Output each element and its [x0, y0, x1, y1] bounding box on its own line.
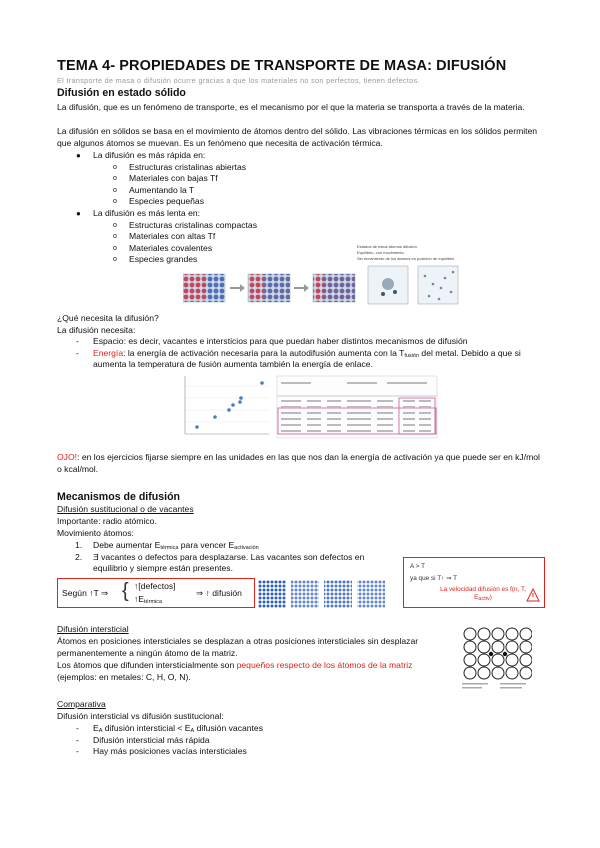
- box-line-1: A > T: [410, 563, 425, 570]
- list-item: Estructuras cristalinas compactas: [129, 219, 257, 230]
- interstitial-paragraph: Átomos en posiciones intersticiales se desplazan a otras posiciones intersticiales sin desplazar permanentemente a ningún átomo de la matriz.: [57, 636, 419, 658]
- movement-steps: 1. Debe aumentar $E_{térmica}$ para vencer $E_{activación}$ 2. Ǝ vacantes o defectos para desplazarse. Las vacantes son defectos en equilibrio y siempre están presentes.: [75, 540, 365, 574]
- need-space: Espacio: es decir, vacantes e intersticios para que puedan haber distintos mecanismos de difusión: [93, 336, 468, 346]
- lattice-step-2: [248, 274, 290, 302]
- need-energy-word: Energía: [93, 347, 124, 358]
- arrow-head-icon: [240, 284, 245, 292]
- small-atoms-highlight: pequeños respecto de los átomos de la matriz: [236, 660, 413, 670]
- page-subtitle: El transporte de masa o difusión ocurre gracias a que los materiales no son perfectos, tienen defectos.: [57, 76, 420, 85]
- list-item: Materiales con altas Tf: [129, 231, 216, 242]
- section-heading-solid-diffusion: Difusión en estado sólido: [57, 87, 186, 99]
- bullet-list-fast: ● La difusión es más rápida en: o Estructuras cristalinas abiertas o Materiales con bajas Tf o Aumentando la T o Especies pequeñas ● La difusión es más lenta en: o Estructuras cristalinas compactas o Materiales con altas Tf o Materiales covalentes o Especies grandes: [76, 150, 257, 265]
- arrow-head-icon: [304, 284, 309, 292]
- needs-list: - Espacio: es decir, vacantes e intersticios para que puedan haber distintos mecanismos de difusión - Energía: la energía de activación necesaria para la autodifusión aumenta con la $T_{fusión}$ del metal. Debido a que si aumenta la temperatura de fusión aumenta también la energía de enlace.: [76, 336, 521, 370]
- lattice-panel: [357, 580, 385, 608]
- box-red-text: La velocidad difusión es f(n, T, $E_{activ}$): [440, 586, 526, 602]
- formula-left: Según ↑T ⇒: [62, 588, 109, 598]
- comparison-intro: Difusión intersticial vs difusión sustitucional:: [57, 711, 224, 721]
- lattice-panel: [291, 580, 319, 608]
- needs-label: La difusión necesita:: [57, 325, 136, 335]
- lattice-panel: [258, 580, 286, 608]
- subheading-substitutional: Difusión sustitucional o de vacantes: [57, 504, 194, 514]
- section-heading-mechanisms: Mecanismos de difusión: [57, 491, 181, 503]
- comparison-list: - $E_A$ difusión intersticial < $E_A$ difusión vacantes - Difusión intersticial más rápida - Hay más posiciones vacías intersticiales: [76, 723, 264, 757]
- activation-note-box: [403, 557, 545, 608]
- list-item: Materiales con bajas Tf: [129, 173, 218, 184]
- list-item: Aumentando la T: [129, 184, 195, 195]
- beaker-diagram: [368, 266, 458, 304]
- fast-label: La difusión es más rápida en:: [93, 150, 206, 160]
- formula-bottom: $↑E_{térmica}$: [134, 594, 163, 605]
- atom-lattice-figure: [183, 264, 463, 306]
- slow-label: La difusión es más lenta en:: [93, 207, 201, 218]
- formula-right: ⇒ ↑ difusión: [196, 588, 242, 598]
- data-table-image: [277, 376, 437, 438]
- activation-energy-figure: [167, 372, 439, 442]
- diffusion-figure-caption: Estados de estos átomos difusión Equilibrio, con movimiento Sin movimiento de los átomos en posición de equilibrio: [357, 244, 455, 261]
- page-title: TEMA 4- PROPIEDADES DE TRANSPORTE DE MASA: DIFUSIÓN: [57, 58, 507, 74]
- list-item: Materiales covalentes: [129, 242, 213, 253]
- solid-diffusion-paragraph: La difusión en sólidos se basa en el movimiento de átomos dentro del sólido. Las vibraciones térmicas en los sólidos permiten que algunos átomos se muevan. Es un fenómeno que necesita de activación térmica.: [57, 126, 538, 148]
- subheading-comparison: Comparativa: [57, 699, 106, 709]
- brace-icon: {: [122, 580, 129, 602]
- formula-box: [57, 578, 255, 608]
- comparison-item: Hay más posiciones vacías intersticiales: [93, 746, 247, 757]
- intro-paragraph: La difusión, que es un fenómeno de transporte, es el mecanismo por el que la materia se transporta a través de la materia.: [57, 102, 525, 112]
- interstitial-examples: Los átomos que difunden intersticialmente son pequeños respecto de los átomos de la matriz (ejemplos: en metales: C, H, O, N).: [57, 660, 413, 682]
- ojo-word: OJO!: [57, 452, 78, 462]
- lattice-panel: [324, 580, 352, 608]
- ojo-note: OJO!: en los ejercicios fijarse siempre en las unidades en las que nos dan la energía de activación ya que puede ser en kJ/mol o kcal/mol.: [57, 452, 540, 474]
- list-item: Especies grandes: [129, 254, 198, 265]
- lattice-step-3: [313, 274, 355, 302]
- list-item: Estructuras cristalinas abiertas: [129, 161, 247, 172]
- subheading-interstitial: Difusión intersticial: [57, 624, 129, 634]
- box-line-2: ya que si T↑ ⇒ T: [410, 575, 458, 582]
- warning-icon: [526, 588, 540, 602]
- lattice-step-1: [183, 274, 225, 302]
- step-2-text: Ǝ vacantes o defectos para desplazarse. Las vacantes son defectos en equilibrio y siempre están presentes.: [93, 551, 365, 574]
- vacancy-lattice-figure: [258, 576, 388, 610]
- interstitial-lattice-figure: [460, 626, 532, 692]
- comparison-item: Difusión intersticial más rápida: [93, 734, 210, 745]
- list-item: Especies pequeñas: [129, 196, 205, 207]
- question-text: ¿Qué necesita la difusión?: [57, 313, 159, 323]
- formula-top: ↑[defectos]: [134, 581, 176, 591]
- movement-label: Movimiento átomos:: [57, 528, 134, 538]
- important-note: Importante: radio atómico.: [57, 516, 157, 526]
